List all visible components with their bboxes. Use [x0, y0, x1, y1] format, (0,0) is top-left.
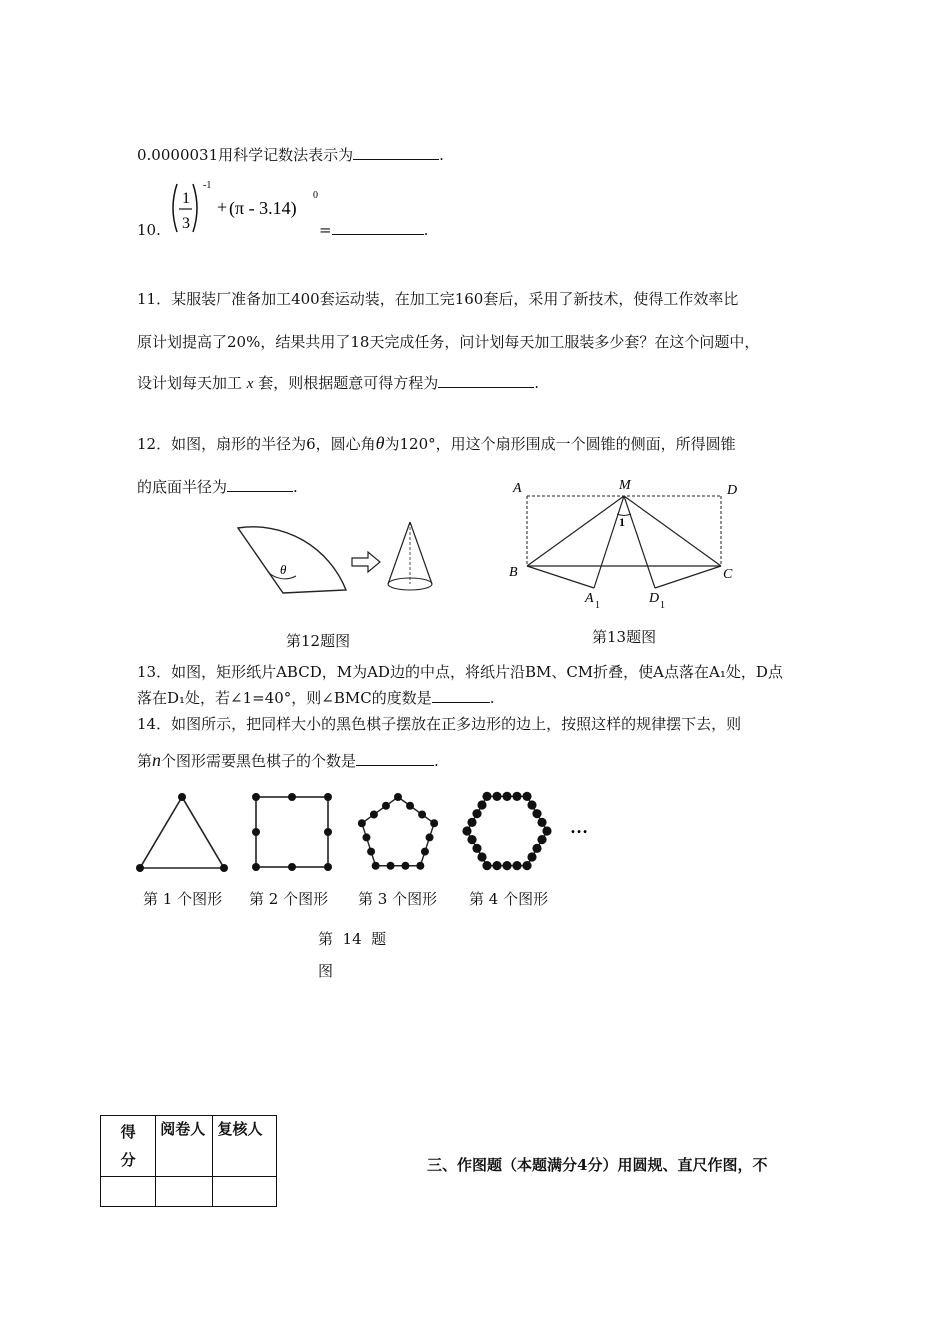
game-piece-dot	[512, 861, 521, 870]
score-header-grader: 阅卷人	[156, 1116, 213, 1177]
game-piece-dot	[387, 862, 395, 870]
score-cell-reviewer[interactable]	[213, 1177, 277, 1207]
fig13-label-C: C	[723, 567, 733, 582]
fig14-caption-3: 第 3 个图形	[358, 890, 438, 908]
q9-text: 0.0000031用科学记数法表示为	[137, 146, 354, 164]
q11-line3-post: 套，则根据题意可得方程为	[258, 374, 439, 392]
q12-line-1	[137, 433, 736, 454]
q14-answer-blank	[356, 751, 434, 766]
game-piece-dot	[527, 852, 536, 861]
fig14-caption-1: 第 1 个图形	[143, 890, 223, 908]
fig14-pentagon	[358, 793, 438, 870]
q9-answer-blank	[353, 145, 439, 160]
game-piece-dot	[537, 835, 546, 844]
game-piece-dot	[421, 848, 429, 856]
fig13-label-A: A	[513, 481, 522, 496]
game-piece-dot	[502, 792, 511, 801]
q10-number: 10.	[137, 221, 161, 239]
q14-variable-n: n	[152, 750, 162, 770]
q13-line-2	[137, 688, 495, 708]
fig13-label-D: D	[727, 483, 738, 498]
q13-line2-text: 落在D₁处，若∠1=40°，则∠BMC的度数是	[137, 689, 432, 707]
q11-line3-pre: 设计划每天加工	[137, 374, 243, 392]
q10-fraction-denominator: 3	[182, 215, 190, 232]
fig13-label-D1: D	[649, 591, 660, 606]
fig13-caption: 第13题图	[592, 628, 657, 646]
q13-end: .	[489, 689, 495, 707]
game-piece-dot	[532, 809, 541, 818]
q11-line-2: 原计划提高了20%，结果共用了18天完成任务，问计划每天加工服装多少套？在这个问题中，	[137, 333, 760, 351]
q14-line-1: 14．如图所示，把同样大小的黑色棋子摆放在正多边形的边上，按照这样的规律摆下去，则	[137, 715, 742, 733]
game-piece-dot	[502, 861, 511, 870]
game-piece-dot	[527, 800, 536, 809]
fig12-arrow	[352, 552, 380, 572]
fig13-label-A1-sub: 1	[595, 600, 600, 611]
game-piece-dot	[367, 848, 375, 856]
q10-fraction-numerator: 1	[182, 190, 190, 207]
q13-answer-blank	[432, 688, 490, 703]
q10-exponent-2: 0	[313, 190, 318, 201]
game-piece-dot	[362, 833, 370, 841]
fig14-square	[256, 797, 328, 867]
q12-end: .	[293, 478, 298, 496]
q11-variable-x: x	[246, 376, 254, 392]
game-piece-dot	[406, 802, 414, 810]
q12-line1-pre: 12．如图，扇形的半径为6，圆心角	[137, 435, 376, 453]
q10-answer-blank	[332, 220, 424, 235]
q9-end: .	[439, 146, 444, 164]
fig14-caption-2: 第 2 个图形	[249, 890, 329, 908]
fig14-caption-line-2: 图	[318, 962, 334, 980]
fig13-label-B: B	[509, 565, 518, 580]
game-piece-dot	[462, 826, 471, 835]
fig14-hexagon	[462, 792, 551, 870]
game-piece-dot	[522, 861, 531, 870]
q11-line-1: 11．某服装厂准备加工400套运动装，在加工完160套后，采用了新技术，使得工作效率比	[137, 290, 739, 308]
game-piece-dot	[492, 792, 501, 801]
fig13-label-A1: A	[585, 591, 594, 606]
section-3-heading: 三、作图题（本题满分4分）用圆规、直尺作图，不	[427, 1156, 768, 1174]
q11-line-3	[137, 373, 539, 394]
game-piece-dot	[467, 818, 476, 827]
q13-line-1: 13．如图，矩形纸片ABCD，M为AD边的中点，将纸片沿BM、CM折叠，使A点落在A₁处，D点	[137, 663, 783, 681]
question-10	[137, 178, 437, 240]
score-header-reviewer: 复核人	[213, 1116, 277, 1177]
score-cell-grader[interactable]	[156, 1177, 213, 1207]
score-header-score	[101, 1116, 156, 1177]
game-piece-dot	[522, 792, 531, 801]
game-piece-dot	[532, 844, 541, 853]
game-piece-dot	[472, 809, 481, 818]
score-table	[100, 1115, 277, 1207]
game-piece-dot	[370, 811, 378, 819]
q12-answer-blank	[227, 477, 293, 492]
q10-exponent-1: -1	[203, 180, 212, 191]
game-piece-dot	[382, 802, 390, 810]
game-piece-dot	[542, 826, 551, 835]
game-piece-dot	[430, 819, 438, 827]
q10-equals: =	[319, 221, 332, 239]
fig12-sector-cone	[228, 508, 448, 608]
score-cell-score[interactable]	[101, 1177, 156, 1207]
game-piece-dot	[482, 792, 491, 801]
game-piece-dot	[477, 852, 486, 861]
game-piece-dot	[492, 861, 501, 870]
fig14-ellipsis: …	[570, 817, 588, 837]
q10-plus: +	[217, 197, 228, 217]
q10-equals-line	[319, 220, 428, 240]
game-piece-dot	[482, 861, 491, 870]
fig13-label-M: M	[619, 478, 631, 493]
fig12-caption: 第12题图	[286, 632, 351, 650]
q14-line2-post: 个图形需要黑色棋子的个数是	[161, 752, 357, 770]
game-piece-dot	[512, 792, 521, 801]
fig13-folded-rectangle	[505, 470, 760, 615]
q12-line2-text: 的底面半径为	[137, 478, 228, 496]
fig14-caption-line-1: 第 14 题	[318, 930, 387, 948]
score-header-score-text: 得分	[120, 1123, 136, 1169]
q14-end: .	[434, 752, 439, 770]
fig14-triangle	[140, 797, 224, 868]
q14-line2-pre: 第	[137, 752, 153, 770]
fig13-label-D1-sub: 1	[660, 600, 665, 611]
q12-line1-post: 为120°，用这个扇形围成一个圆锥的侧面，所得圆锥	[384, 435, 736, 453]
fig12-theta-label: θ	[280, 562, 287, 577]
q10-end: .	[423, 221, 429, 239]
game-piece-dot	[358, 819, 366, 827]
q10-paren-expression: (π - 3.14)	[229, 198, 297, 218]
game-piece-dot	[426, 833, 434, 841]
game-piece-dot	[537, 818, 546, 827]
game-piece-dot	[472, 844, 481, 853]
game-piece-dot	[416, 862, 424, 870]
q11-end: .	[534, 374, 540, 392]
game-piece-dot	[372, 862, 380, 870]
game-piece-dot	[467, 835, 476, 844]
fig14-polygon-figures	[130, 785, 610, 880]
game-piece-dot	[401, 862, 409, 870]
game-piece-dot	[418, 811, 426, 819]
q12-line-2	[137, 477, 298, 497]
q11-answer-blank	[438, 373, 534, 388]
q12-theta: θ	[375, 433, 385, 453]
question-9	[137, 145, 444, 165]
fig13-angle-label: 1	[619, 515, 625, 529]
game-piece-dot	[394, 793, 402, 801]
fig12-sector	[238, 527, 346, 593]
q14-line-2	[137, 750, 439, 771]
game-piece-dot	[477, 800, 486, 809]
fig14-caption-4: 第 4 个图形	[469, 890, 549, 908]
